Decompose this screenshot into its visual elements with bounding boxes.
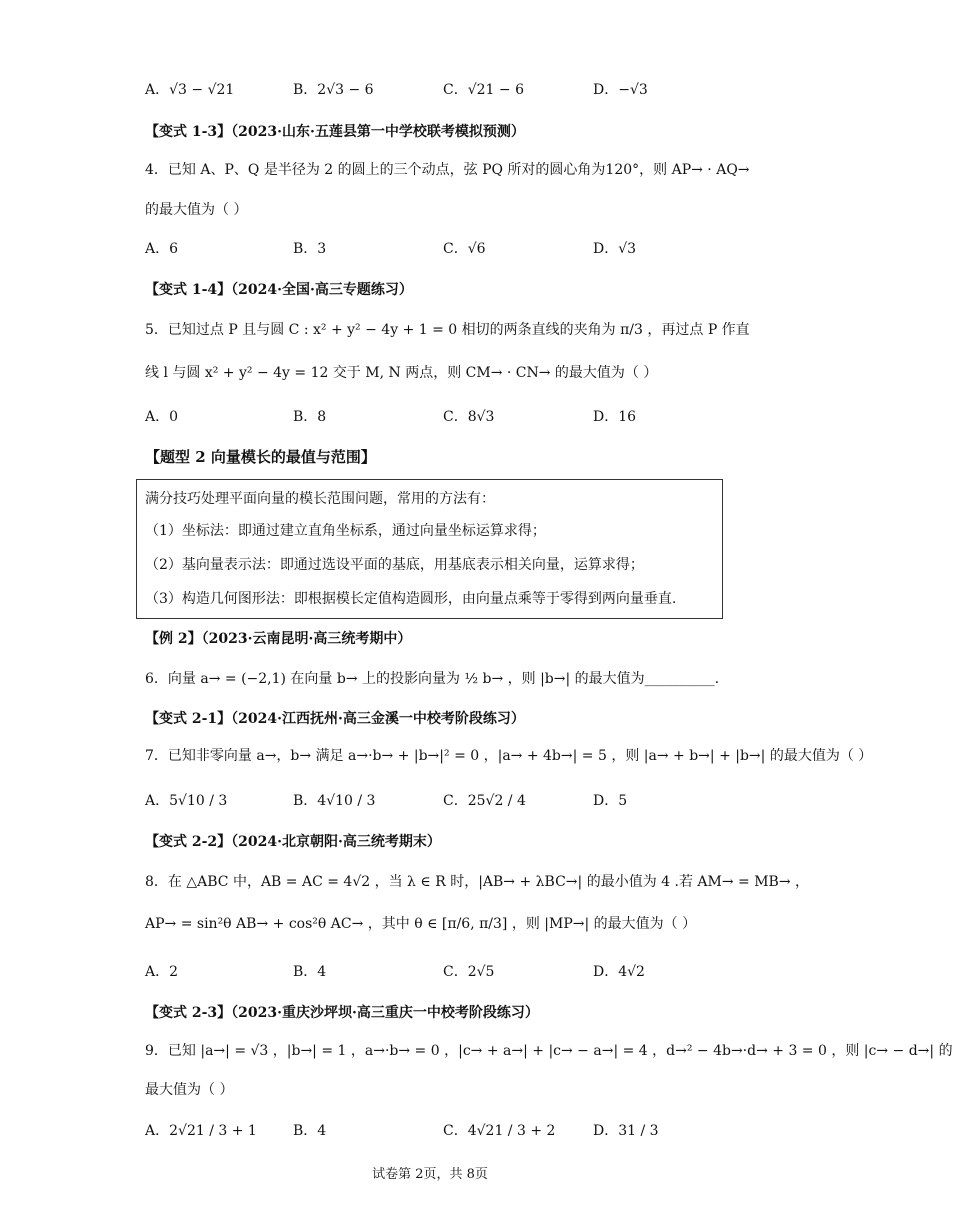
option-c: C．4√21 / 3 + 2 [443, 1123, 556, 1139]
option-c: C．25√2 / 4 [443, 793, 526, 809]
section-heading-type-2: 【题型 2 向量模长的最值与范围】 [145, 448, 376, 466]
question-9-line-1: 9．已知 |a→| = √3 ，|b→| = 1 ，a→·b→ = 0 ，|c→ + a→| + |c→ − a→| = 4 ，d→² − 4b→·d→ + 3 = 0 ，则 |c→ − d→| 的 [145, 1043, 953, 1059]
question-9-options [145, 1120, 785, 1150]
tips-line-2: （1）坐标法：即通过建立直角坐标系，通过向量坐标运算求得； [145, 523, 546, 539]
option-b: B．3 [293, 241, 327, 257]
option-d: D．4√2 [593, 964, 645, 980]
option-b: B．8 [293, 409, 327, 425]
option-d: D．31 / 3 [593, 1123, 659, 1139]
question-6-line: 6．向量 a→ = (−2,1) 在向量 b→ 上的投影向量为 ½ b→ ，则 |b→| 的最大值为__________. [145, 671, 720, 687]
variant-2-2-label: 【变式 2-2】（2024·北京朝阳·高三统考期末） [145, 834, 441, 850]
question-8-options [145, 961, 785, 991]
tips-line-1: 满分技巧处理平面向量的模长范围问题，常用的方法有： [145, 491, 495, 507]
question-5-options [145, 406, 785, 436]
option-a: A．2√21 / 3 + 1 [145, 1123, 257, 1139]
question-7-line: 7．已知非零向量 a→，b→ 满足 a→·b→ + |b→|² = 0 ，|a→ + 4b→| = 5 ，则 |a→ + b→| + |b→| 的最大值为（ ） [145, 748, 873, 764]
question-9-line-2: 最大值为（ ） [145, 1082, 234, 1098]
tips-box [136, 479, 723, 619]
option-a: A．2 [145, 964, 179, 980]
option-b: B．2√3 − 6 [293, 82, 374, 98]
question-8-line-1: 8．在 △ABC 中，AB = AC = 4√2 ，当 λ ∈ R 时，|AB→ + λBC→| 的最小值为 4 .若 AM→ = MB→ ， [145, 874, 810, 890]
option-d: D．√3 [593, 241, 637, 257]
question-5-line-1: 5．已知过点 P 且与圆 C : x² + y² − 4y + 1 = 0 相切的两条直线的夹角为 π/3 ，再过点 P 作直 [145, 322, 750, 338]
option-a: A．0 [145, 409, 179, 425]
option-d: D．−√3 [593, 82, 648, 98]
prev-question-options [145, 79, 785, 109]
option-d: D．5 [593, 793, 628, 809]
option-b: B．4 [293, 964, 327, 980]
example-2-label: 【例 2】（2023·云南昆明·高三统考期中） [145, 631, 412, 647]
question-7-options [145, 790, 785, 820]
option-b: B．4√10 / 3 [293, 793, 376, 809]
option-c: C．√21 − 6 [443, 82, 524, 98]
question-4-options [145, 238, 785, 268]
option-b: B．4 [293, 1123, 327, 1139]
variant-2-1-label: 【变式 2-1】（2024·江西抚州·高三金溪一中校考阶段练习） [145, 711, 525, 727]
question-5-line-2: 线 l 与圆 x² + y² − 4y = 12 交于 M, N 两点，则 CM→ · CN→ 的最大值为（ ） [145, 365, 658, 381]
question-4-line-2: 的最大值为（ ） [145, 202, 248, 218]
tips-line-4: （3）构造几何图形法：即根据模长定值构造圆形，由向量点乘等于零得到两向量垂直. [145, 591, 677, 607]
question-8-line-2: AP→ = sin²θ AB→ + cos²θ AC→ ，其中 θ ∈ [π/6, π/3] ，则 |MP→| 的最大值为（ ） [145, 916, 697, 932]
page-footer: 试卷第 2页，共 8页 [372, 1167, 488, 1182]
option-c: C．2√5 [443, 964, 495, 980]
option-c: C．√6 [443, 241, 486, 257]
option-a: A．5√10 / 3 [145, 793, 228, 809]
question-4-line-1: 4．已知 A、P、Q 是半径为 2 的圆上的三个动点，弦 PQ 所对的圆心角为120°，则 AP→ · AQ→ [145, 162, 750, 178]
option-a: A．√3 − √21 [145, 82, 235, 98]
tips-line-3: （2）基向量表示法：即通过选设平面的基底，用基底表示相关向量，运算求得； [145, 557, 644, 573]
variant-1-4-label: 【变式 1-4】（2024·全国·高三专题练习） [145, 282, 413, 298]
option-c: C．8√3 [443, 409, 495, 425]
option-d: D．16 [593, 409, 637, 425]
option-a: A．6 [145, 241, 179, 257]
variant-1-3-label: 【变式 1-3】（2023·山东·五莲县第一中学校联考模拟预测） [145, 124, 525, 140]
variant-2-3-label: 【变式 2-3】（2023·重庆沙坪坝·高三重庆一中校考阶段练习） [145, 1005, 539, 1021]
